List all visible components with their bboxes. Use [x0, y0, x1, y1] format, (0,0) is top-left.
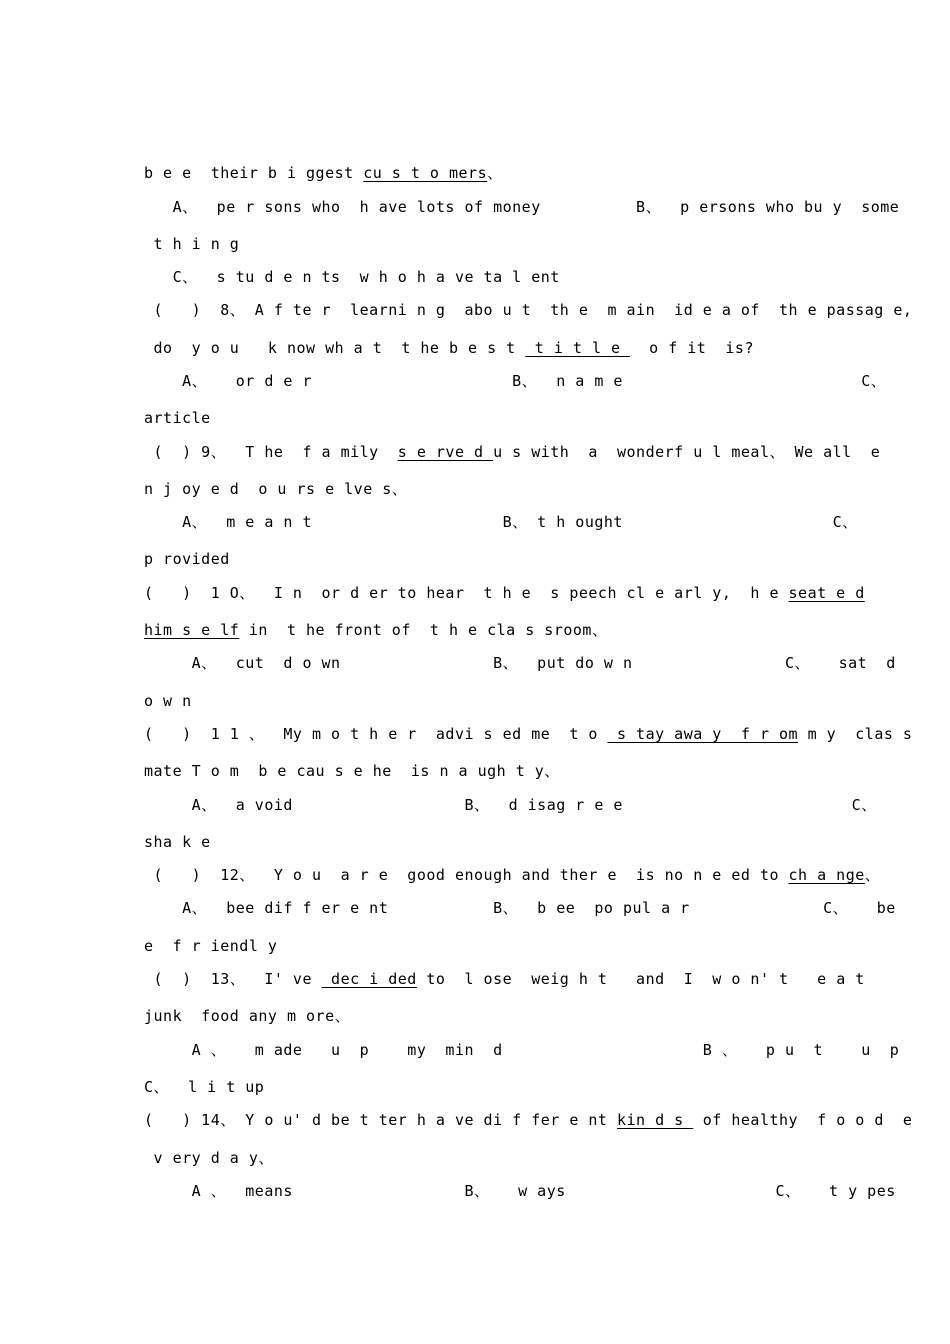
- text-line: do y o u k now wh a t t he b e s t t i t l e o f it is?: [144, 339, 754, 357]
- text-line: ( ) 8、 A f te r learni n g abo u t th e m ain id e a of th e passag e,: [144, 301, 913, 319]
- text-line: A、 bee dif f er e nt B、 b ee po pul a r C、 be: [144, 899, 896, 917]
- text-line: junk food any m ore、: [144, 1007, 351, 1025]
- text-line: b e e their b i ggest cu s t o mers、: [144, 164, 503, 182]
- text-line: v ery d a y、: [144, 1149, 274, 1167]
- text-line: mate T o m b e cau s e he is n a ugh t y、: [144, 762, 560, 780]
- text-line: n j oy e d o u rs e lve s、: [144, 480, 408, 498]
- text-line: ( ) 1 O、 I n or d er to hear t h e s peech cl e arl y, h e seat e d: [144, 584, 865, 602]
- text-line: A 、 m ade u p my min d B 、 p u t u p: [144, 1041, 900, 1059]
- text-line: C、 l i t up: [144, 1078, 265, 1096]
- text-line: o w n: [144, 692, 192, 710]
- text-line: ( ) 14、 Y o u' d be t ter h a ve di f fer e nt kin d s of healthy f o o d e: [144, 1111, 913, 1129]
- text-line: e f r iendl y: [144, 937, 278, 955]
- text-line: article: [144, 409, 211, 427]
- text-line: C、 s tu d e n ts w h o h a ve ta l ent: [144, 268, 560, 286]
- text-line: ( ) 13、 I' ve dec i ded to l ose weig h t and I w o n' t e a t: [144, 970, 865, 988]
- text-line: ( ) 9、 T he f a mily s e rve d u s with a wonderf u l meal、 We all e: [144, 443, 881, 461]
- text-line: A、 a void B、 d isag r e e C、: [144, 796, 877, 814]
- text-line: sha k e: [144, 833, 211, 851]
- text-line: ( ) 1 1 、 My m o t h e r advi s ed me t o s tay awa y f r om m y clas s: [144, 725, 913, 743]
- text-line: p rovided: [144, 550, 230, 568]
- text-line: t h i n g: [144, 235, 240, 253]
- text-line: A 、 means B、 w ays C、 t y pes: [144, 1182, 896, 1200]
- text-line: A、 m e a n t B、 t h ought C、: [144, 513, 858, 531]
- text-line: him s e lf in t he front of t h e cla s sroom、: [144, 621, 608, 639]
- text-line: A、 pe r sons who h ave lots of money B、 p ersons who bu y some: [144, 198, 900, 216]
- text-line: A、 or d e r B、 n a m e C、: [144, 372, 887, 390]
- text-line: ( ) 12、 Y o u a r e good enough and ther e is no n e ed to ch a nge、: [144, 866, 881, 884]
- text-line: A、 cut d o wn B、 put do w n C、 sat d: [144, 654, 896, 672]
